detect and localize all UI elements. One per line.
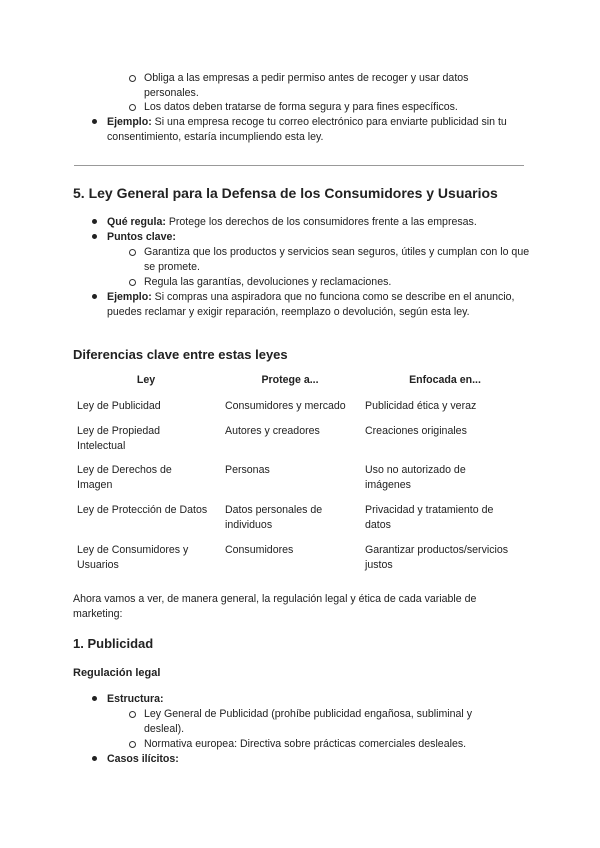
publicidad-subtitle: Regulación legal (73, 667, 161, 679)
section5-sub2: Regula las garantías, devoluciones y reclamaciones. (144, 276, 392, 288)
table-cell: Ley de Protección de Datos (77, 504, 208, 516)
bullet-icon (92, 219, 97, 224)
sub-bullet-icon (129, 75, 136, 82)
table-cell: Datos personales de individuos (225, 504, 323, 531)
regula-text: Protege los derechos de los consumidores frente a las empresas. (165, 216, 477, 228)
section5-example (107, 290, 527, 320)
bullet-icon (92, 119, 97, 124)
table-header-ley: Ley (136, 374, 156, 386)
regula-label: Qué regula: (107, 216, 166, 228)
table-cell: Consumidores y mercado (225, 400, 346, 412)
table-cell: Ley de Consumidores y Usuarios (77, 544, 189, 571)
table-cell: Uso no autorizado de imágenes (365, 464, 466, 491)
sub-bullet-icon (129, 741, 136, 748)
sub-bullet-icon (129, 104, 136, 111)
divider (74, 165, 524, 166)
bullet-icon (92, 234, 97, 239)
publicidad-sub1: Ley General de Publicidad (prohíbe publicidad engañosa, subliminal y desleal). (144, 708, 473, 735)
section5-sub1: Garantiza que los productos y servicios sean seguros, útiles y cumplan con lo que se promete. (144, 246, 530, 273)
bullet-icon (92, 696, 97, 701)
intro-sub2: Los datos deben tratarse de forma segura y para fines específicos. (144, 101, 458, 113)
table-cell: Ley de Derechos de Imagen (77, 464, 172, 491)
publicidad-sub2: Normativa europea: Directiva sobre prácticas comerciales desleales. (144, 738, 467, 750)
table-cell: Garantizar productos/servicios justos (365, 544, 509, 571)
estructura-label: Estructura: (107, 693, 164, 705)
bullet-icon (92, 294, 97, 299)
casos-label: Casos ilícitos: (107, 753, 179, 765)
section5-regula (107, 215, 477, 230)
example-label: Ejemplo: (107, 291, 152, 303)
table-cell: Personas (225, 464, 270, 476)
table-cell: Publicidad ética y veraz (365, 400, 477, 412)
table-cell: Consumidores (225, 544, 294, 556)
table-cell: Creaciones originales (365, 425, 467, 437)
example-text: Si compras una aspiradora que no funciona como se describe en el anuncio, puedes reclamar y exigir reparación, reemplazo o devolución, según esta ley. (107, 291, 515, 318)
section5-puntos: Puntos clave: (107, 231, 176, 243)
example-label: Ejemplo: (107, 116, 152, 128)
table-cell: Ley de Publicidad (77, 400, 161, 412)
table-cell: Autores y creadores (225, 425, 320, 437)
publicidad-title: 1. Publicidad (73, 636, 154, 651)
intro-sub1: Obliga a las empresas a pedir permiso antes de recoger y usar datos personales. (144, 72, 469, 99)
sub-bullet-icon (129, 711, 136, 718)
table-cell: Privacidad y tratamiento de datos (365, 504, 494, 531)
table-header-protege: Protege a... (261, 374, 319, 386)
intro-example (107, 115, 532, 145)
bullet-icon (92, 756, 97, 761)
sub-bullet-icon (129, 249, 136, 256)
section5-title: 5. Ley General para la Defensa de los Consumidores y Usuarios (73, 185, 498, 201)
transition-text: Ahora vamos a ver, de manera general, la regulación legal y ética de cada variable de marketing: (73, 593, 477, 620)
example-text: Si una empresa recoge tu correo electrónico para enviarte publicidad sin tu consentimiento, estaría incumpliendo esta ley. (107, 116, 507, 143)
sub-bullet-icon (129, 279, 136, 286)
differences-title: Diferencias clave entre estas leyes (73, 347, 288, 362)
table-cell: Ley de Propiedad Intelectual (77, 425, 161, 452)
table-header-enfocada: Enfocada en... (409, 374, 481, 386)
